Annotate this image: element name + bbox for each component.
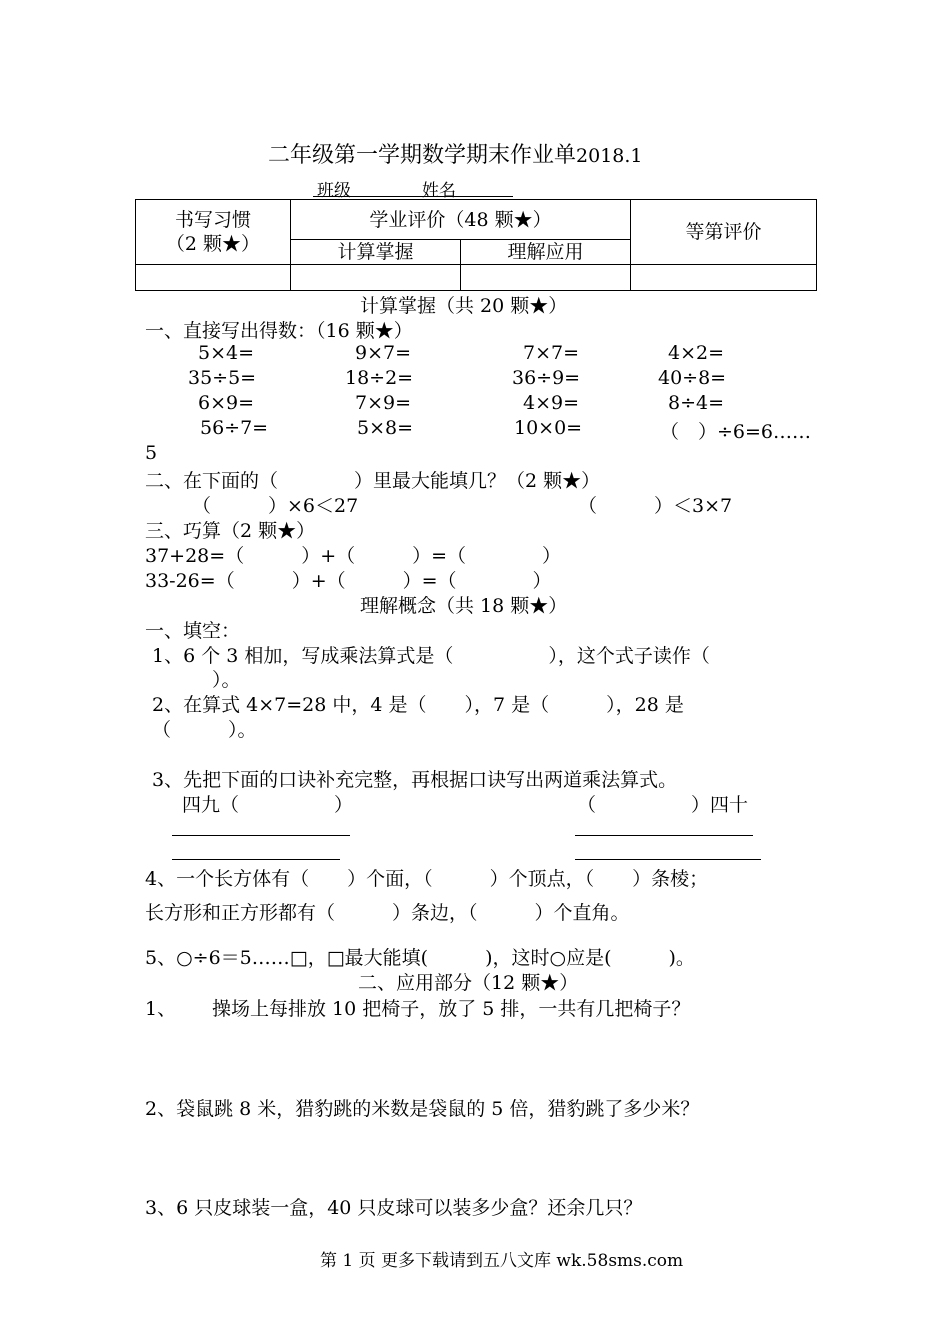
answer-line[interactable] (172, 859, 340, 860)
calc-item: 35÷5= (188, 367, 257, 389)
calc-score-cell[interactable] (291, 265, 461, 291)
evaluation-table (135, 199, 817, 291)
calc-item: 56÷7= (200, 417, 269, 439)
class-label: 班级 (317, 181, 351, 201)
writing-habit-cell (136, 200, 291, 265)
fill-q4-b: 长方形和正方形都有（ ）条边，（ ）个直角。 (145, 902, 630, 924)
grade-score-cell[interactable] (631, 265, 817, 291)
calc-item: 7×7= (523, 342, 580, 364)
calc-item: 18÷2= (345, 367, 414, 389)
title-year: 2018.1 (576, 145, 643, 167)
calc-item: 10×0= (514, 417, 583, 439)
class-name-underline (313, 196, 513, 197)
calc-item: 5×4= (198, 342, 255, 364)
calc-header: 计算掌握 (291, 240, 461, 265)
q3-item-a: 37+28=（ ）+（ ）=（ ） (145, 545, 562, 567)
q2-item-a: （ ）×6＜27 (192, 495, 359, 517)
q3-item-b: 33-26=（ ）+（ ）=（ ） (145, 570, 552, 592)
fill-q5: 5、○÷6＝5……□，□最大能填( )，这时○应是( )。 (145, 947, 695, 969)
title-text: 二年级第一学期数学期末作业单 (268, 143, 577, 168)
calc-item: 4×2= (668, 342, 725, 364)
section-apply-label: 二、应用部分 (358, 972, 473, 994)
section-calc-title: 计算掌握（共 20 颗★） (360, 295, 568, 317)
fill-title: 一、填空： (145, 620, 241, 642)
fill-q3-b: （ ）四十 (577, 794, 749, 816)
section-apply-stars: （12 颗★） (472, 972, 579, 994)
grade-eval-header: 等第评价 (631, 200, 817, 265)
section-apply-title (358, 968, 578, 995)
q2-item-b: （ ）＜3×7 (578, 495, 733, 517)
section-concept-title: 理解概念（共 18 颗★） (360, 595, 568, 617)
apply-score-cell[interactable] (461, 265, 631, 291)
calc-item: 36÷9= (512, 367, 581, 389)
fill-q2: 2、在算式 4×7=28 中，4 是（ ），7 是（ ），28 是 (152, 694, 684, 716)
apply-q3: 3、6 只皮球装一盒，40 只皮球可以装多少盒？还余几只？ (145, 1197, 643, 1219)
fill-q1-end: ）。 (212, 669, 241, 691)
apply-q2: 2、袋鼠跳 8 米，猎豹跳的米数是袋鼠的 5 倍，猎豹跳了多少米？ (145, 1098, 700, 1120)
apply-q1-number: 1、 (145, 998, 177, 1020)
fill-q2-end: （ ）。 (152, 719, 257, 741)
calc-item: （ ）÷6=6…… (660, 421, 812, 443)
calc-item: 40÷8= (658, 367, 727, 389)
calc-item-wrap: 5 (145, 442, 158, 464)
fill-q1: 1、6 个 3 相加，写成乘法算式是（ ），这个式子读作（ (152, 645, 710, 667)
page-footer: 第 1 页 更多下载请到五八文库 wk.58sms.com (320, 1251, 684, 1271)
calc-item: 9×7= (355, 342, 412, 364)
writing-habit-stars: （2 颗★） (165, 233, 261, 255)
answer-line[interactable] (575, 859, 761, 860)
name-label: 姓名 (422, 181, 456, 201)
apply-header: 理解应用 (461, 240, 631, 265)
fill-q4: 4、一个长方体有（ ）个面，（ ）个顶点，（ ）条棱； (145, 868, 709, 890)
fill-q3-a: 四九（ ） (182, 794, 354, 816)
answer-line[interactable] (575, 835, 753, 836)
writing-score-cell[interactable] (136, 265, 291, 291)
q1-title: 一、直接写出得数：（16 颗★） (145, 320, 413, 342)
q3-title: 三、巧算（2 颗★） (145, 520, 316, 542)
q2-title: 二、在下面的（ ）里最大能填几？（2 颗★） (145, 470, 601, 492)
academic-header: 学业评价（48 颗★） (291, 200, 631, 240)
apply-q1: 操场上每排放 10 把椅子，放了 5 排，一共有几把椅子？ (212, 998, 691, 1020)
calc-item: 8÷4= (668, 392, 725, 414)
calc-item: 6×9= (198, 392, 255, 414)
calc-item: 7×9= (355, 392, 412, 414)
fill-q3: 3、先把下面的口诀补充完整，再根据口诀写出两道乘法算式。 (152, 769, 678, 791)
page-title (268, 138, 643, 169)
calc-item: 4×9= (523, 392, 580, 414)
writing-habit-label: 书写习惯 (174, 209, 251, 231)
answer-line[interactable] (172, 835, 350, 836)
calc-item: 5×8= (357, 417, 414, 439)
